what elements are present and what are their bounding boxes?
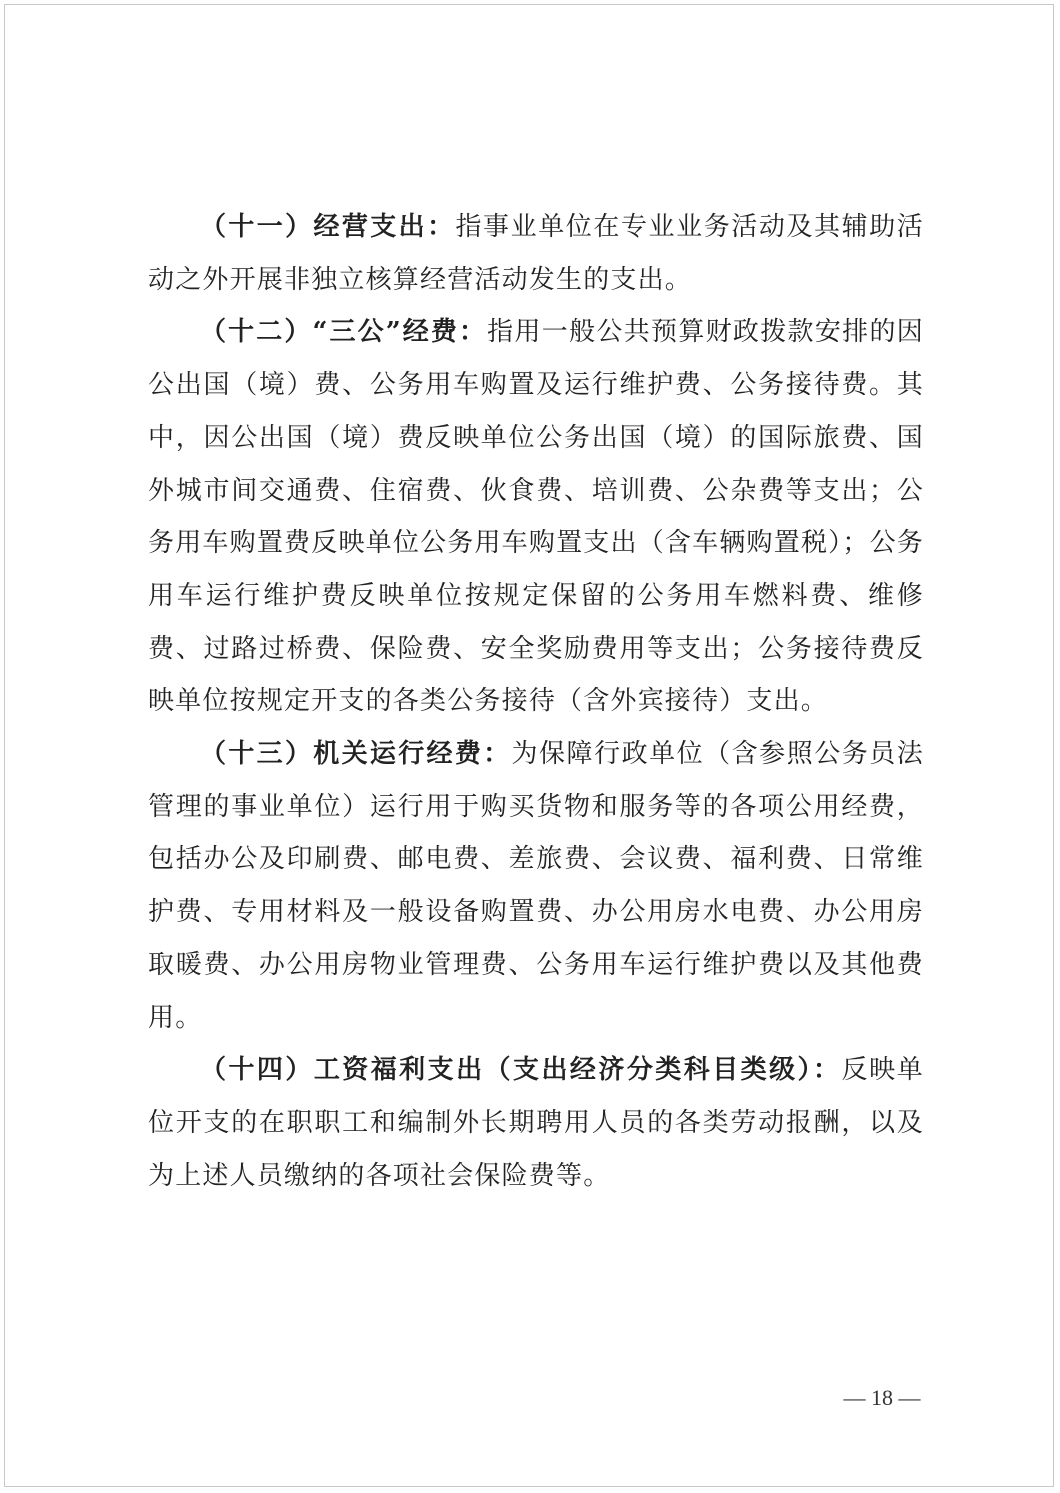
document-page — [4, 4, 1054, 1487]
document-body — [148, 201, 924, 1202]
page-number: — 18 — — [843, 1385, 921, 1410]
paragraph-11-heading: （十一）经营支出： — [200, 212, 456, 242]
paragraph-13-text: 为保障行政单位（含参照公务员法管理的事业单位）运行用于购买货物和服务等的各项公用经费，包括办公及印刷费、邮电费、差旅费、会议费、福利费、日常维护费、专用材料及一般设备购置费、办公用房水电费、办公用房取暖费、办公用房物业管理费、公务用车运行维护费以及其他费用。 — [148, 739, 924, 1033]
paragraph-14 — [148, 1044, 924, 1202]
paragraph-13-heading: （十三）机关运行经费： — [200, 739, 512, 770]
paragraph-12-heading: （十二）“三公”经费： — [200, 317, 488, 348]
paragraph-12-text: 指用一般公共预算财政拨款安排的因公出国（境）费、公务用车购置及运行维护费、公务接待费。其中，因公出国（境）费反映单位公务出国（境）的国际旅费、国外城市间交通费、住宿费、伙食费、培训费、公杂费等支出；公务用车购置费反映单位公务用车购置支出（含车辆购置税）；公务用车运行维护费反映单位按规定保留的公务用车燃料费、维修费、过路过桥费、保险费、安全奖励费用等支出；公务接待费反映单位按规定开支的各类公务接待（含外宾接待）支出。 — [148, 317, 924, 717]
paragraph-12 — [148, 306, 924, 728]
paragraph-14-text: 反映单位开支的在职职工和编制外长期聘用人员的各类劳动报酬，以及为上述人员缴纳的各项社会保险费等。 — [148, 1055, 924, 1191]
paragraph-14-heading: （十四）工资福利支出（支出经济分类科目类级）： — [200, 1055, 842, 1086]
paragraph-13 — [148, 728, 924, 1044]
paragraph-11-text: 指事业单位在专业业务活动及其辅助活动之外开展非独立核算经营活动发生的支出。 — [148, 212, 924, 295]
paragraph-11 — [148, 201, 924, 306]
